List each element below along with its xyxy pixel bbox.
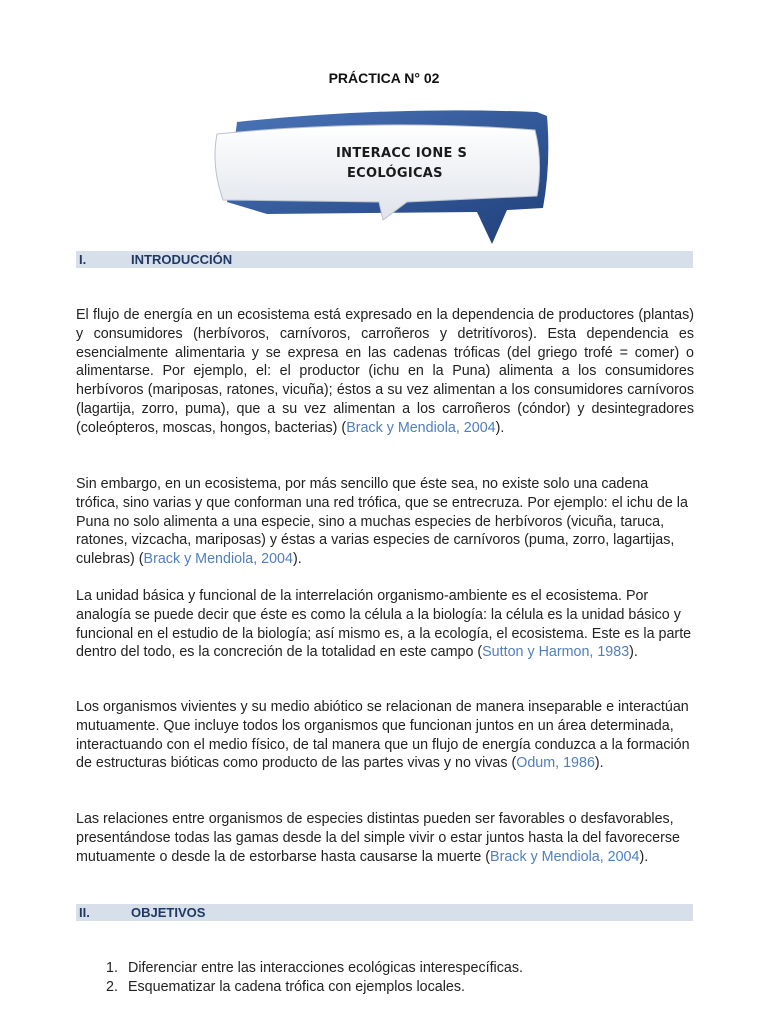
section-header-objetivos [76,904,693,921]
paragraph-text: Los organismos vivientes y su medio abiótico se relacionan de manera inseparable e interactúan mutuamente. Que incluye todos los organismos que funcionan juntos en un área determinada, interactuando con el medio físico, de tal manera que un flujo de energía conduzca a la formación de estructuras bióticas como producto de las partes vivas y no vivas ( [76,699,690,772]
section-number: II. [79,905,90,920]
paragraph-end: ). [495,419,505,436]
paragraph-text: Las relaciones entre organismos de especies distintas pueden ser favorables o desfavorables, presentándose todas las gamas desde la del simple vivir o estar juntos hasta la del favorecerse mutuamente o desde la de estorbarse hasta causarse la muerte ( [76,811,680,865]
page-title: PRÁCTICA N° 02 [328,70,440,86]
citation-link[interactable]: Brack y Mendiola, 2004 [490,848,640,865]
list-item [106,978,523,997]
title-banner [207,104,553,246]
citation-link[interactable]: Odum, 1986 [516,755,595,772]
list-number: 1. [106,960,118,976]
list-item-text: Diferenciar entre las interacciones ecológicas interespecíficas. [128,960,523,976]
section-header-introduccion [76,251,693,268]
citation-link[interactable]: Brack y Mendiola, 2004 [346,419,496,436]
list-number: 2. [106,979,118,995]
paragraph-text: El flujo de energía en un ecosistema está expresado en la dependencia de productores (plantas) y consumidores (herbívoros, carnívoros, carroñeros y detritívoros). Esta dependencia es esencialmente alimentaria y se expresa en las cadenas tróficas (del griego trofé = comer) o alimentarse. Por ejemplo, el: el productor (ichu en la Puna) alimenta a los consumidores herbívoros (mariposas, ratones, vicuña); éstos a su vez alimentan a los consumidores carnívoros (lagartija, zorro, puma), que a su vez alimentan a los carroñeros (cóndor) y desintegradores (coleópteros, moscas, hongos, bacterias) ( [76,307,694,436]
banner-title-line1: INTERACC IONE S [336,146,468,161]
paragraph-end: ). [292,551,302,568]
banner-title-line2: ECOLÓGICAS [347,166,443,181]
citation-link[interactable]: Sutton y Harmon, 1983 [482,644,630,661]
section-title: OBJETIVOS [131,905,206,920]
objectives-list [106,959,523,997]
intro-paragraph-1 [76,306,694,438]
section-number: I. [79,252,87,267]
paragraph-text: La unidad básica y funcional de la interrelación organismo-ambiente es el ecosistema. Por analogía se puede decir que éste es como la célula a la biología: la célula es la unidad básico y funcional en el estudio de la biología; así mismo es, a la ecología, el ecosistema. Este es la parte dentro del todo, es la concreción de la totalidad en este campo ( [76,588,692,661]
intro-paragraph-2 [76,475,694,569]
section-title: INTRODUCCIÓN [131,252,233,267]
paragraph-end: ). [639,848,649,865]
intro-paragraph-3 [76,587,694,662]
intro-paragraph-5 [76,810,694,866]
intro-paragraph-4 [76,698,694,773]
list-item-text: Esquematizar la cadena trófica con ejemplos locales. [128,979,465,995]
citation-link[interactable]: Brack y Mendiola, 2004 [143,551,293,568]
list-item [106,959,523,978]
paragraph-text: Sin embargo, en un ecosistema, por más sencillo que éste sea, no existe solo una cadena trófica, sino varias y que conforman una red trófica, que se entrecruza. Por ejemplo: el ichu de la Puna no solo alimenta a una especie, sino a muchas especies de herbívoros (vicuña, taruca, ratones, vizcacha, mariposas) y éstas a varias especies de carnívoros (puma, zorro, lagartijas, culebras) ( [76,476,688,568]
paragraph-end: ). [594,755,604,772]
paragraph-end: ). [629,644,638,661]
